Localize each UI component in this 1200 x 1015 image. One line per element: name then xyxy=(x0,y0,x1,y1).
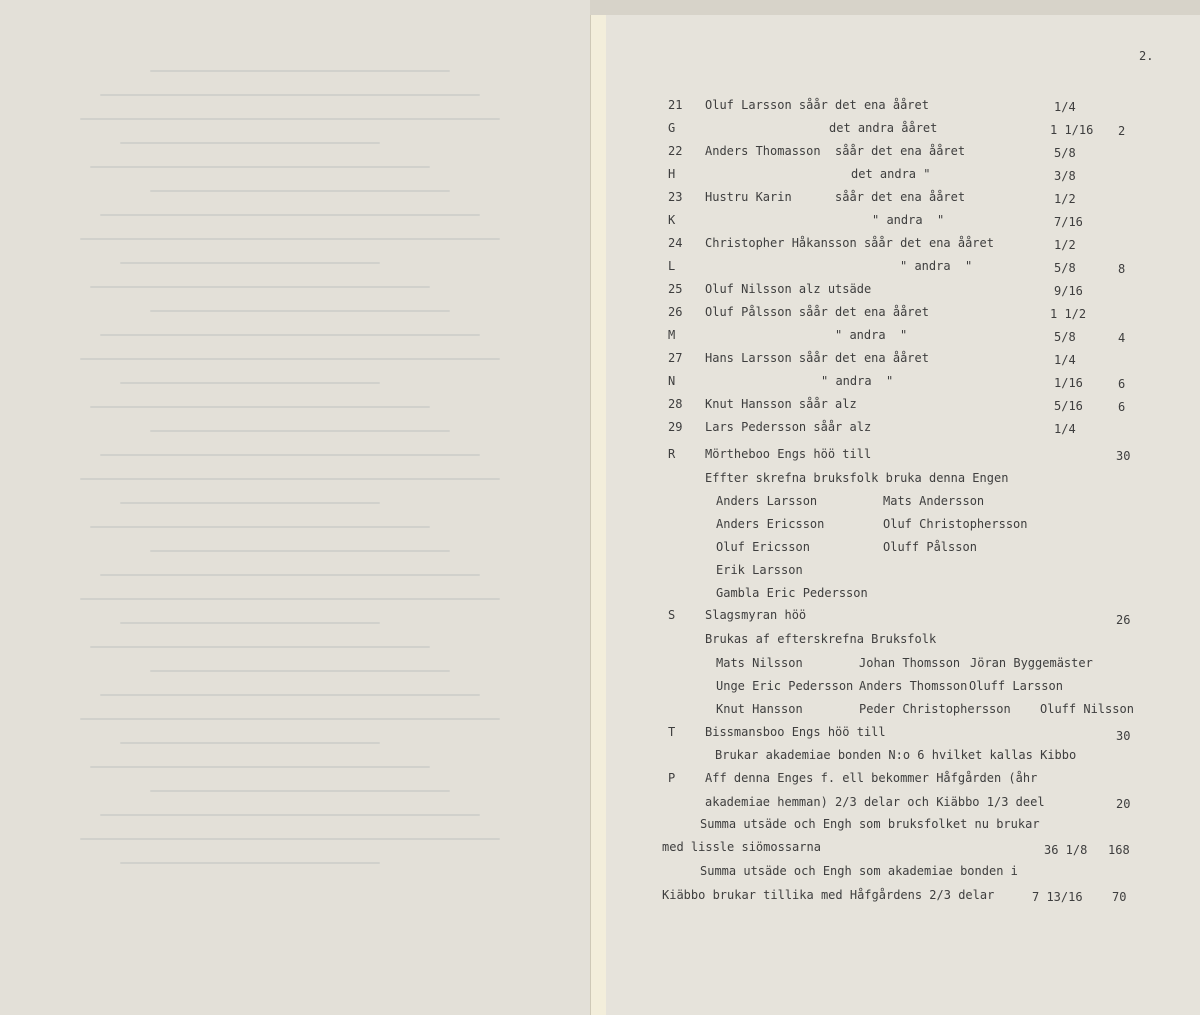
row-text: " andra " xyxy=(900,259,973,273)
summa2-line2: Kiäbbo brukar tillika med Håfgårdens 2/3 delar xyxy=(662,888,995,902)
section-t-line: Brukar akademiae bonden N:o 6 hvilket kallas Kibbo xyxy=(715,748,1077,762)
row-total: 6 xyxy=(1118,400,1126,414)
name-entry: Anders Thomsson xyxy=(859,679,968,693)
row-fraction: 7/16 xyxy=(1054,215,1083,229)
ghost-line xyxy=(100,214,480,216)
name-entry: Anders Larsson xyxy=(716,494,818,508)
row-fraction: 5/16 xyxy=(1054,399,1083,413)
ghost-line xyxy=(100,94,480,96)
ghost-line xyxy=(100,454,480,456)
section-r-label: R xyxy=(668,447,676,461)
row-text: Lars Pedersson såår alz xyxy=(705,420,872,434)
ghost-line xyxy=(120,382,380,384)
row-fraction: 1 1/16 xyxy=(1050,123,1094,137)
row-text: det andra " xyxy=(851,167,931,181)
row-total: 8 xyxy=(1118,262,1126,276)
summa2-fraction: 7 13/16 xyxy=(1032,890,1083,904)
ghost-line xyxy=(120,742,380,744)
section-s-title: Slagsmyran höö xyxy=(705,608,807,622)
row-text: " andra " xyxy=(872,213,945,227)
summa2-line1: Summa utsäde och Engh som akademiae bonden i xyxy=(700,864,1018,878)
row-fraction: 9/16 xyxy=(1054,284,1083,298)
name-entry: Oluf Christophersson xyxy=(883,517,1028,531)
row-label: 23 xyxy=(668,190,683,204)
ghost-line xyxy=(120,862,380,864)
row-label: K xyxy=(668,213,676,227)
row-text: Oluf Nilsson alz utsäde xyxy=(705,282,872,296)
left-page xyxy=(0,0,590,1015)
name-entry: Mats Andersson xyxy=(883,494,985,508)
ghost-line xyxy=(80,718,500,720)
row-label: 25 xyxy=(668,282,683,296)
section-t-label: T xyxy=(668,725,676,739)
ghost-line xyxy=(90,166,430,168)
row-fraction: 1/4 xyxy=(1054,422,1076,436)
row-text: Hustru Karin såår det ena ååret xyxy=(705,190,966,204)
row-label: 28 xyxy=(668,397,683,411)
row-label: G xyxy=(668,121,676,135)
section-r-total: 30 xyxy=(1116,449,1131,463)
section-p-total: 20 xyxy=(1116,797,1131,811)
ghost-line xyxy=(90,286,430,288)
row-text: Anders Thomasson såår det ena ååret xyxy=(705,144,966,158)
ghost-line xyxy=(100,694,480,696)
ghost-line xyxy=(80,358,500,360)
name-entry: Gambla Eric Pedersson xyxy=(716,586,868,600)
section-p-label: P xyxy=(668,771,676,785)
row-label: 29 xyxy=(668,420,683,434)
ghost-line xyxy=(150,190,450,192)
ghost-line xyxy=(90,766,430,768)
row-fraction: 5/8 xyxy=(1054,146,1076,160)
row-text: Christopher Håkansson såår det ena ååret xyxy=(705,236,994,250)
name-entry: Knut Hansson xyxy=(716,702,803,716)
ghost-line xyxy=(100,574,480,576)
row-label: 27 xyxy=(668,351,683,365)
summa1-total: 168 xyxy=(1108,843,1130,857)
summa1-fraction: 36 1/8 xyxy=(1044,843,1088,857)
row-label: 21 xyxy=(668,98,683,112)
name-entry: Anders Ericsson xyxy=(716,517,825,531)
page-number: 2. xyxy=(1139,49,1154,63)
row-fraction: 1 1/2 xyxy=(1050,307,1087,321)
row-text: Oluf Larsson såår det ena ååret xyxy=(705,98,929,112)
row-text: Hans Larsson såår det ena ååret xyxy=(705,351,929,365)
row-fraction: 5/8 xyxy=(1054,261,1076,275)
section-p-line2: akademiae hemman) 2/3 delar och Kiäbbo 1/3 deel xyxy=(705,795,1045,809)
section-s-label: S xyxy=(668,608,676,622)
row-label: L xyxy=(668,259,676,273)
row-text: Oluf Pålsson såår det ena ååret xyxy=(705,305,929,319)
row-label: M xyxy=(668,328,676,342)
show-through-text xyxy=(60,60,540,960)
ghost-line xyxy=(100,814,480,816)
name-entry: Jöran Byggemäster xyxy=(970,656,1093,670)
ghost-line xyxy=(120,502,380,504)
summa1-line2: med lissle siömossarna xyxy=(662,840,821,854)
row-label: 26 xyxy=(668,305,683,319)
ghost-line xyxy=(80,238,500,240)
section-t-total: 30 xyxy=(1116,729,1131,743)
name-entry: Oluff Nilsson xyxy=(1040,702,1134,716)
row-fraction: 1/4 xyxy=(1054,100,1076,114)
name-entry: Johan Thomsson xyxy=(859,656,961,670)
section-r-intro: Effter skrefna bruksfolk bruka denna Engen xyxy=(705,471,1009,485)
ghost-line xyxy=(120,622,380,624)
summa1-line1: Summa utsäde och Engh som bruksfolket nu brukar xyxy=(700,817,1040,831)
section-p-line1: Aff denna Enges f. ell bekommer Håfgården (åhr xyxy=(705,771,1038,785)
row-text: Knut Hansson såår alz xyxy=(705,397,857,411)
row-total: 2 xyxy=(1118,124,1126,138)
section-r-title: Mörtheboo Engs höö till xyxy=(705,447,872,461)
ghost-line xyxy=(80,118,500,120)
row-total: 4 xyxy=(1118,331,1126,345)
section-t-title: Bissmansboo Engs höö till xyxy=(705,725,886,739)
ghost-line xyxy=(120,262,380,264)
ghost-line xyxy=(150,550,450,552)
ghost-line xyxy=(100,334,480,336)
row-text: " andra " xyxy=(821,374,894,388)
ghost-line xyxy=(150,70,450,72)
row-fraction: 1/16 xyxy=(1054,376,1083,390)
ghost-line xyxy=(90,646,430,648)
row-total: 6 xyxy=(1118,377,1126,391)
ghost-line xyxy=(150,790,450,792)
ghost-line xyxy=(80,478,500,480)
name-entry: Erik Larsson xyxy=(716,563,803,577)
ghost-line xyxy=(80,598,500,600)
row-fraction: 3/8 xyxy=(1054,169,1076,183)
row-label: H xyxy=(668,167,676,181)
name-entry: Mats Nilsson xyxy=(716,656,803,670)
name-entry: Oluff Pålsson xyxy=(883,540,977,554)
name-entry: Unge Eric Pedersson xyxy=(716,679,854,693)
ghost-line xyxy=(150,670,450,672)
row-label: N xyxy=(668,374,676,388)
section-s-total: 26 xyxy=(1116,613,1131,627)
row-text: " andra " xyxy=(835,328,908,342)
name-entry: Oluff Larsson xyxy=(969,679,1063,693)
ghost-line xyxy=(150,430,450,432)
ghost-line xyxy=(90,406,430,408)
row-text: det andra ååret xyxy=(829,121,938,135)
section-s-intro: Brukas af efterskrefna Bruksfolk xyxy=(705,632,937,646)
ghost-line xyxy=(150,310,450,312)
ghost-line xyxy=(120,142,380,144)
row-fraction: 5/8 xyxy=(1054,330,1076,344)
row-fraction: 1/4 xyxy=(1054,353,1076,367)
row-label: 22 xyxy=(668,144,683,158)
row-fraction: 1/2 xyxy=(1054,192,1076,206)
summa2-total: 70 xyxy=(1112,890,1127,904)
page-fold xyxy=(590,15,607,1015)
row-label: 24 xyxy=(668,236,683,250)
row-fraction: 1/2 xyxy=(1054,238,1076,252)
ghost-line xyxy=(80,838,500,840)
name-entry: Peder Christophersson xyxy=(859,702,1011,716)
ghost-line xyxy=(90,526,430,528)
name-entry: Oluf Ericsson xyxy=(716,540,810,554)
